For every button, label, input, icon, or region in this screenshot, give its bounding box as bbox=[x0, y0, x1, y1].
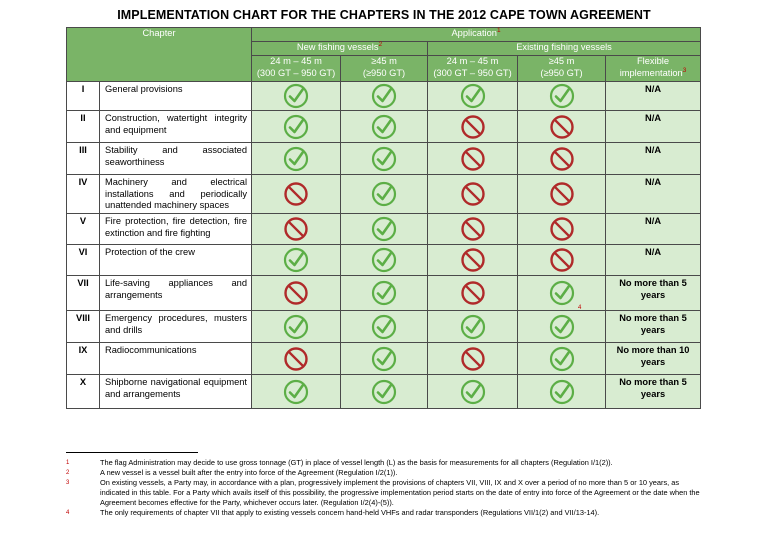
chapter-number: III bbox=[67, 143, 100, 175]
footnote-number: 3 bbox=[66, 480, 70, 486]
prohibited-icon bbox=[283, 181, 309, 207]
check-icon bbox=[460, 314, 486, 340]
application-cell bbox=[428, 245, 518, 276]
prohibited-icon bbox=[460, 280, 486, 306]
chapter-number: IV bbox=[67, 175, 100, 214]
application-cell bbox=[518, 276, 606, 311]
check-icon bbox=[371, 379, 397, 405]
application-cell bbox=[518, 245, 606, 276]
chapter-number: VIII bbox=[67, 311, 100, 343]
flexible-implementation: No more than 5 years bbox=[606, 311, 701, 343]
flexible-implementation: N/A bbox=[606, 82, 701, 111]
application-cell bbox=[252, 111, 341, 143]
footnote-number: 1 bbox=[66, 460, 70, 466]
col-existing-24-45-b: (300 GT – 950 GT) bbox=[433, 67, 512, 78]
check-icon bbox=[283, 379, 309, 405]
application-cell bbox=[252, 375, 341, 409]
chapter-number: IX bbox=[67, 343, 100, 375]
table-row bbox=[67, 375, 701, 409]
application-cell bbox=[341, 111, 428, 143]
new-vessels-sup: 2 bbox=[378, 40, 383, 48]
footnote-text: The only requirements of chapter VII that apply to existing vessels concern hand-held VHFs and radar transponders (Regulations VII/1(2) and VII/13-14). bbox=[100, 508, 600, 517]
prohibited-icon bbox=[549, 216, 575, 242]
col-flexible bbox=[606, 56, 701, 82]
application-header-label: Application bbox=[451, 28, 497, 38]
prohibited-icon bbox=[549, 146, 575, 172]
application-cell bbox=[428, 276, 518, 311]
chapter-number: X bbox=[67, 375, 100, 409]
row7-footnote-marker: 4 bbox=[578, 305, 582, 311]
application-cell bbox=[252, 175, 341, 214]
check-icon bbox=[371, 216, 397, 242]
application-cell bbox=[518, 343, 606, 375]
application-cell bbox=[341, 276, 428, 311]
application-cell bbox=[252, 245, 341, 276]
application-cell bbox=[518, 82, 606, 111]
application-cell bbox=[252, 343, 341, 375]
table-row bbox=[67, 214, 701, 245]
existing-vessels-header bbox=[428, 42, 701, 56]
prohibited-icon bbox=[460, 346, 486, 372]
col-new-45-a: ≥45 m bbox=[371, 56, 397, 66]
application-cell bbox=[518, 143, 606, 175]
check-icon bbox=[371, 181, 397, 207]
col-existing-24-45-a: 24 m – 45 m bbox=[446, 56, 499, 66]
application-cell bbox=[252, 143, 341, 175]
application-cell bbox=[518, 375, 606, 409]
table-row bbox=[67, 276, 701, 311]
col-new-45-b: (≥950 GT) bbox=[362, 67, 406, 78]
application-cell bbox=[428, 311, 518, 343]
chapter-header-label: Chapter bbox=[142, 28, 176, 38]
flexible-implementation: No more than 10 years bbox=[606, 343, 701, 375]
prohibited-icon bbox=[460, 146, 486, 172]
application-cell bbox=[428, 143, 518, 175]
check-icon bbox=[371, 247, 397, 273]
check-icon bbox=[371, 346, 397, 372]
footnote-divider bbox=[66, 452, 198, 453]
footnote-number: 4 bbox=[66, 510, 70, 516]
prohibited-icon bbox=[460, 216, 486, 242]
footnotes bbox=[66, 458, 700, 518]
prohibited-icon bbox=[549, 247, 575, 273]
application-header bbox=[252, 28, 701, 42]
application-cell bbox=[341, 143, 428, 175]
prohibited-icon bbox=[460, 247, 486, 273]
application-cell bbox=[252, 82, 341, 111]
table-row bbox=[67, 343, 701, 375]
application-cell bbox=[428, 343, 518, 375]
footnote-number: 2 bbox=[66, 470, 70, 476]
new-vessels-header bbox=[252, 42, 428, 56]
application-cell bbox=[518, 311, 606, 343]
application-cell bbox=[341, 175, 428, 214]
footnote-text: On existing vessels, a Party may, in accordance with a plan, progressively implement the provisions of chapters VII, VIII, IX and X over a period of no more than 5 or 10 years, as indicated in this table. For a Party which avails itself of this possibility, the progressive implementation period starts on the date of entry into force of the Agreement or the date when the Agreement becomes effective for the Party, whichever occurs later. (Regulation I/2(4)-(5)). bbox=[100, 478, 700, 507]
application-cell bbox=[428, 214, 518, 245]
application-cell bbox=[252, 214, 341, 245]
prohibited-icon bbox=[549, 181, 575, 207]
prohibited-icon bbox=[460, 114, 486, 140]
check-icon bbox=[460, 83, 486, 109]
check-icon bbox=[283, 146, 309, 172]
col-existing-45 bbox=[518, 56, 606, 82]
flexible-implementation: N/A bbox=[606, 111, 701, 143]
application-cell bbox=[428, 82, 518, 111]
check-icon bbox=[283, 247, 309, 273]
chapter-title: Protection of the crew bbox=[100, 245, 252, 276]
application-cell bbox=[428, 375, 518, 409]
prohibited-icon bbox=[283, 346, 309, 372]
col-existing-45-b: (≥950 GT) bbox=[540, 67, 583, 78]
application-cell bbox=[252, 276, 341, 311]
check-icon bbox=[371, 280, 397, 306]
application-cell bbox=[428, 175, 518, 214]
footnote bbox=[66, 468, 700, 478]
application-cell bbox=[341, 375, 428, 409]
table-row bbox=[67, 175, 701, 214]
col-existing-24-45 bbox=[428, 56, 518, 82]
chapter-title: Life-saving appliances and arrangements bbox=[100, 276, 252, 311]
flexible-implementation: N/A bbox=[606, 214, 701, 245]
chapter-number: I bbox=[67, 82, 100, 111]
check-icon bbox=[549, 314, 575, 340]
check-icon bbox=[371, 146, 397, 172]
flex-sup: 3 bbox=[682, 66, 687, 74]
col-flexible-b: implementation bbox=[619, 67, 683, 78]
check-icon bbox=[283, 314, 309, 340]
footnote bbox=[66, 458, 700, 468]
table-row bbox=[67, 245, 701, 276]
chapter-title: Stability and associated seaworthiness bbox=[100, 143, 252, 175]
table-row bbox=[67, 311, 701, 343]
footnote-text: The flag Administration may decide to use gross tonnage (GT) in place of vessel length (L) as the basis for measurements for all chapters (Regulation I/1(2)). bbox=[100, 458, 613, 467]
flexible-implementation: N/A bbox=[606, 245, 701, 276]
col-new-45 bbox=[341, 56, 428, 82]
col-flexible-a: Flexible bbox=[637, 56, 670, 66]
chapter-number: V bbox=[67, 214, 100, 245]
prohibited-icon bbox=[283, 280, 309, 306]
table-row bbox=[67, 143, 701, 175]
chapter-header bbox=[67, 28, 252, 82]
chapter-title: Radiocommunications bbox=[100, 343, 252, 375]
check-icon bbox=[549, 346, 575, 372]
application-cell bbox=[428, 111, 518, 143]
application-cell bbox=[518, 175, 606, 214]
application-cell bbox=[341, 82, 428, 111]
application-cell bbox=[518, 214, 606, 245]
application-cell bbox=[341, 245, 428, 276]
col-new-24-45-a: 24 m – 45 m bbox=[270, 56, 322, 66]
chapter-number: VII bbox=[67, 276, 100, 311]
prohibited-icon bbox=[549, 114, 575, 140]
chapter-title: Fire protection, fire detection, fire extinction and fire fighting bbox=[100, 214, 252, 245]
check-icon bbox=[371, 83, 397, 109]
footnote-text: A new vessel is a vessel built after the entry into force of the Agreement (Regulation I/2(1)). bbox=[100, 468, 398, 477]
check-icon bbox=[549, 83, 575, 109]
implementation-table bbox=[66, 27, 701, 409]
check-icon bbox=[371, 114, 397, 140]
chapter-title: Emergency procedures, musters and drills bbox=[100, 311, 252, 343]
check-icon bbox=[549, 280, 575, 306]
chapter-title: General provisions bbox=[100, 82, 252, 111]
chapter-number: VI bbox=[67, 245, 100, 276]
check-icon bbox=[549, 379, 575, 405]
existing-vessels-label: Existing fishing vessels bbox=[516, 42, 612, 52]
application-cell bbox=[252, 311, 341, 343]
col-new-24-45 bbox=[252, 56, 341, 82]
chapter-number: II bbox=[67, 111, 100, 143]
application-cell bbox=[518, 111, 606, 143]
check-icon bbox=[460, 379, 486, 405]
application-sup: 1 bbox=[496, 26, 501, 34]
footnote bbox=[66, 508, 700, 518]
table-row bbox=[67, 111, 701, 143]
check-icon bbox=[283, 114, 309, 140]
check-icon bbox=[371, 314, 397, 340]
prohibited-icon bbox=[460, 181, 486, 207]
application-cell bbox=[341, 343, 428, 375]
chapter-title: Machinery and electrical installations and periodically unattended machinery spaces bbox=[100, 175, 252, 214]
prohibited-icon bbox=[283, 216, 309, 242]
application-cell bbox=[341, 214, 428, 245]
col-existing-45-a: ≥45 m bbox=[548, 56, 575, 66]
check-icon bbox=[283, 83, 309, 109]
application-cell bbox=[341, 311, 428, 343]
chapter-title: Shipborne navigational equipment and arrangements bbox=[100, 375, 252, 409]
new-vessels-label: New fishing vessels bbox=[296, 42, 379, 52]
flexible-implementation: No more than 5 years bbox=[606, 375, 701, 409]
chart-title: IMPLEMENTATION CHART FOR THE CHAPTERS IN THE 2012 CAPE TOWN AGREEMENT bbox=[117, 8, 651, 22]
flexible-implementation: N/A bbox=[606, 175, 701, 214]
chapter-title: Construction, watertight integrity and equipment bbox=[100, 111, 252, 143]
flexible-implementation: No more than 5 years bbox=[606, 276, 701, 311]
flexible-implementation: N/A bbox=[606, 143, 701, 175]
table-row bbox=[67, 82, 701, 111]
footnote bbox=[66, 478, 700, 508]
col-new-24-45-b: (300 GT – 950 GT) bbox=[256, 67, 336, 78]
